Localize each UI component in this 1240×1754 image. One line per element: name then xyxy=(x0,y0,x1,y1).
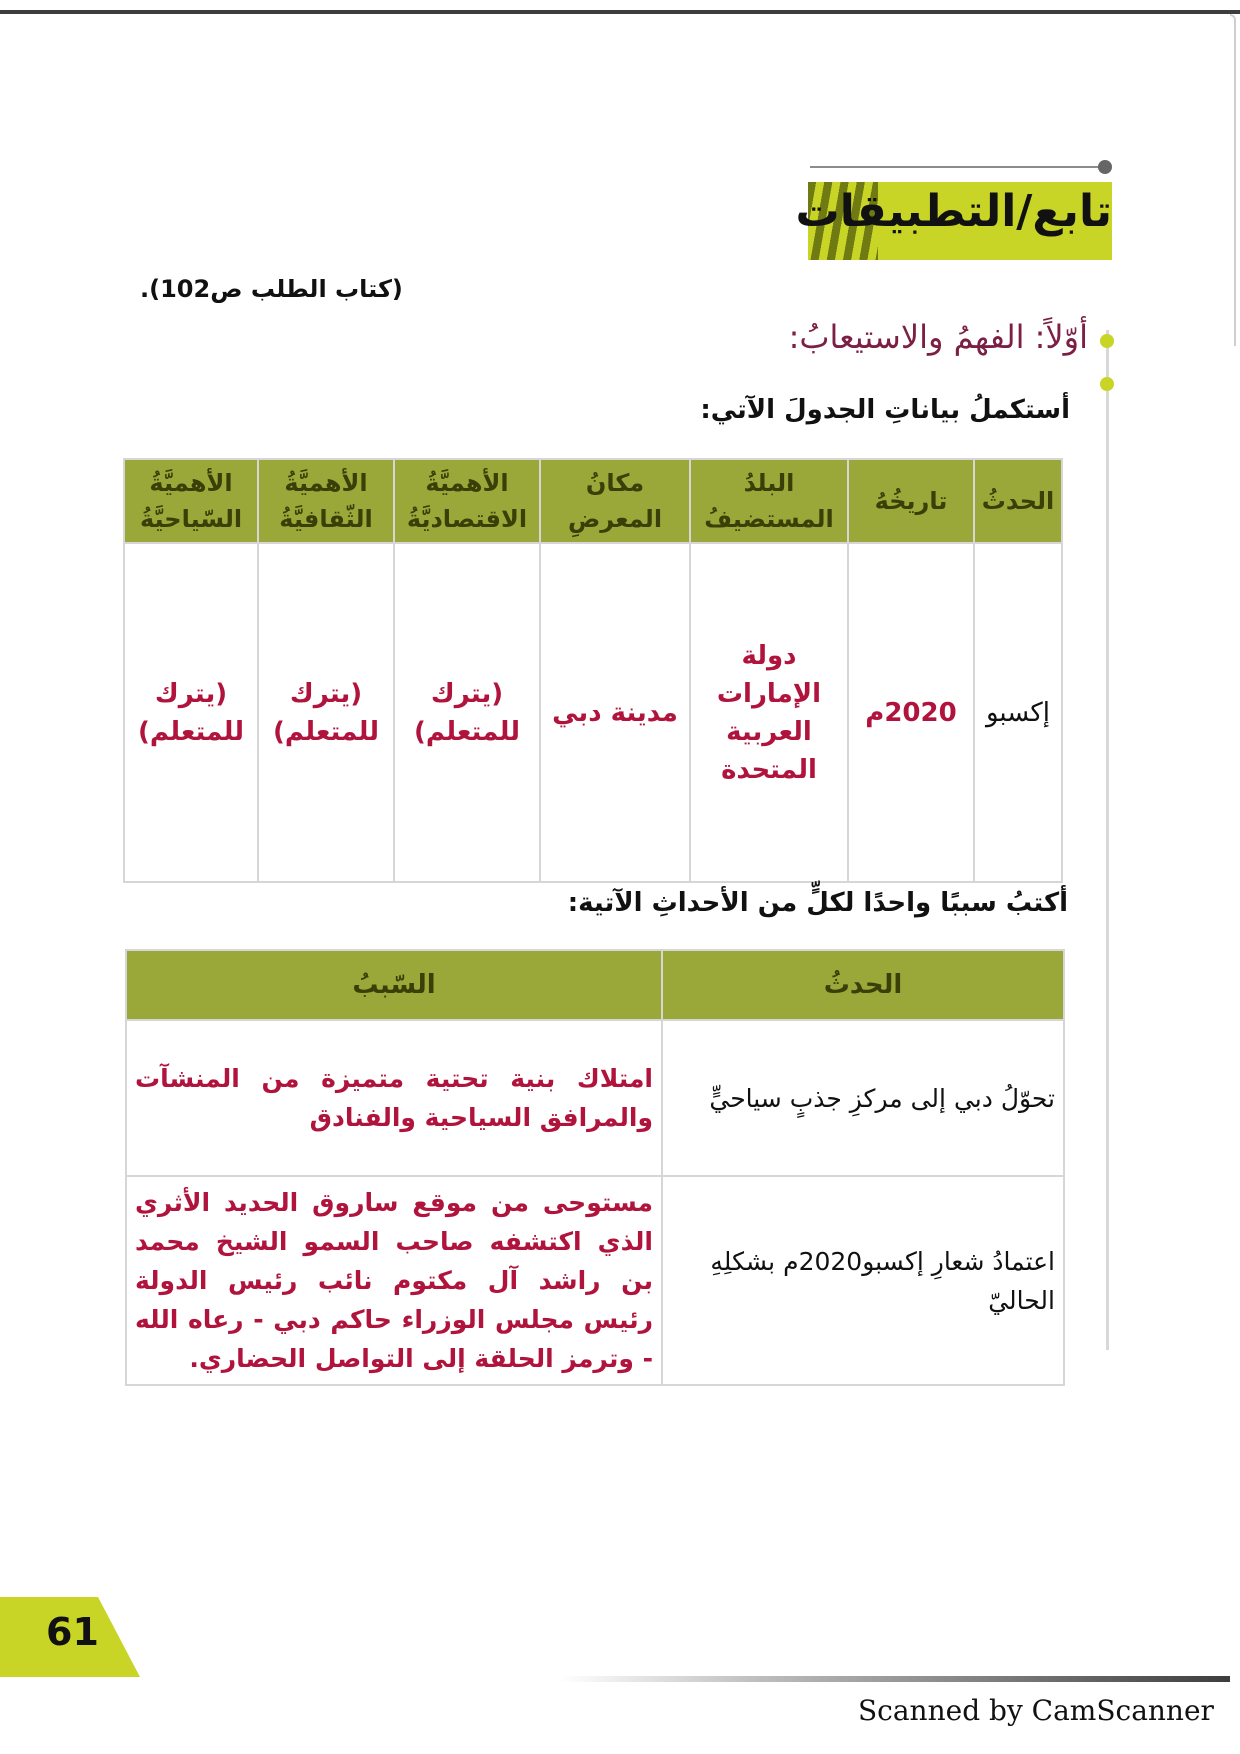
page-edge-decoration xyxy=(1230,14,1236,346)
instruction-complete-table: أستكملُ بياناتِ الجدولَ الآتي: xyxy=(700,395,1070,425)
cell-event: اعتمادُ شعارِ إكسبو2020م بشكلِهِ الحاليّ xyxy=(662,1176,1064,1385)
cell-date: 2020م xyxy=(848,543,974,882)
cell-cause: امتلاك بنية تحتية متميزة من المنشآت والمرافق السياحية والفنادق xyxy=(126,1020,662,1176)
causes-table xyxy=(125,949,1065,1386)
cell-host-country: دولة الإمارات العربية المتحدة xyxy=(690,543,848,882)
table-row xyxy=(126,1176,1064,1385)
header-event: الحدثُ xyxy=(974,459,1062,543)
header-economic-importance: الأهميَّةُ الاقتصاديَّةُ xyxy=(394,459,540,543)
header-host-country: البلدُ المستضيفُ xyxy=(690,459,848,543)
section-heading: أوّلاً: الفهمُ والاستيعابُ: xyxy=(788,318,1088,356)
cell-event: تحوّلُ دبي إلى مركزِ جذبٍ سياحيٍّ xyxy=(662,1020,1064,1176)
header-event: الحدثُ xyxy=(662,950,1064,1020)
header-date: تاريخُهُ xyxy=(848,459,974,543)
header-tourism-importance: الأهميَّةُ السّياحيَّةُ xyxy=(124,459,258,543)
table-row xyxy=(124,543,1062,882)
bottom-rule xyxy=(560,1676,1230,1682)
page-title: تابع/التطبيقات xyxy=(795,186,1112,237)
table-row xyxy=(126,1020,1064,1176)
header-venue: مكانُ المعرضِ xyxy=(540,459,690,543)
cell-venue: مدينة دبي xyxy=(540,543,690,882)
cell-event: إكسبو xyxy=(974,543,1062,882)
page-number: 61 xyxy=(46,1610,99,1654)
book-reference: (كتاب الطلب ص102). xyxy=(140,275,403,303)
bullet-dot xyxy=(1100,334,1114,348)
table-header-row xyxy=(126,950,1064,1020)
instruction-write-cause: أكتبُ سببًا واحدًا لكلٍّ من الأحداثِ الآتية: xyxy=(567,888,1068,918)
cell-economic: (يترك للمتعلم) xyxy=(394,543,540,882)
scanner-watermark: Scanned by CamScanner xyxy=(858,1694,1214,1727)
section-vertical-line xyxy=(1106,330,1109,1350)
events-table xyxy=(123,458,1063,883)
banner-dot xyxy=(1098,160,1112,174)
bullet-dot xyxy=(1100,377,1114,391)
header-cause: السّببُ xyxy=(126,950,662,1020)
header-cultural-importance: الأهميَّةُ الثّقافيَّةُ xyxy=(258,459,394,543)
cell-cause: مستوحى من موقع ساروق الحديد الأثري الذي اكتشفه صاحب السمو الشيخ محمد بن راشد آل مكتوم نائب رئيس الدولة رئيس مجلس الوزراء حاكم دبي - رعاه الله - وترمز الحلقة إلى التواصل الحضاري. xyxy=(126,1176,662,1385)
table-header-row xyxy=(124,459,1062,543)
top-rule xyxy=(0,10,1240,14)
banner-line xyxy=(810,166,1105,168)
cell-tourism: (يترك للمتعلم) xyxy=(124,543,258,882)
cell-cultural: (يترك للمتعلم) xyxy=(258,543,394,882)
